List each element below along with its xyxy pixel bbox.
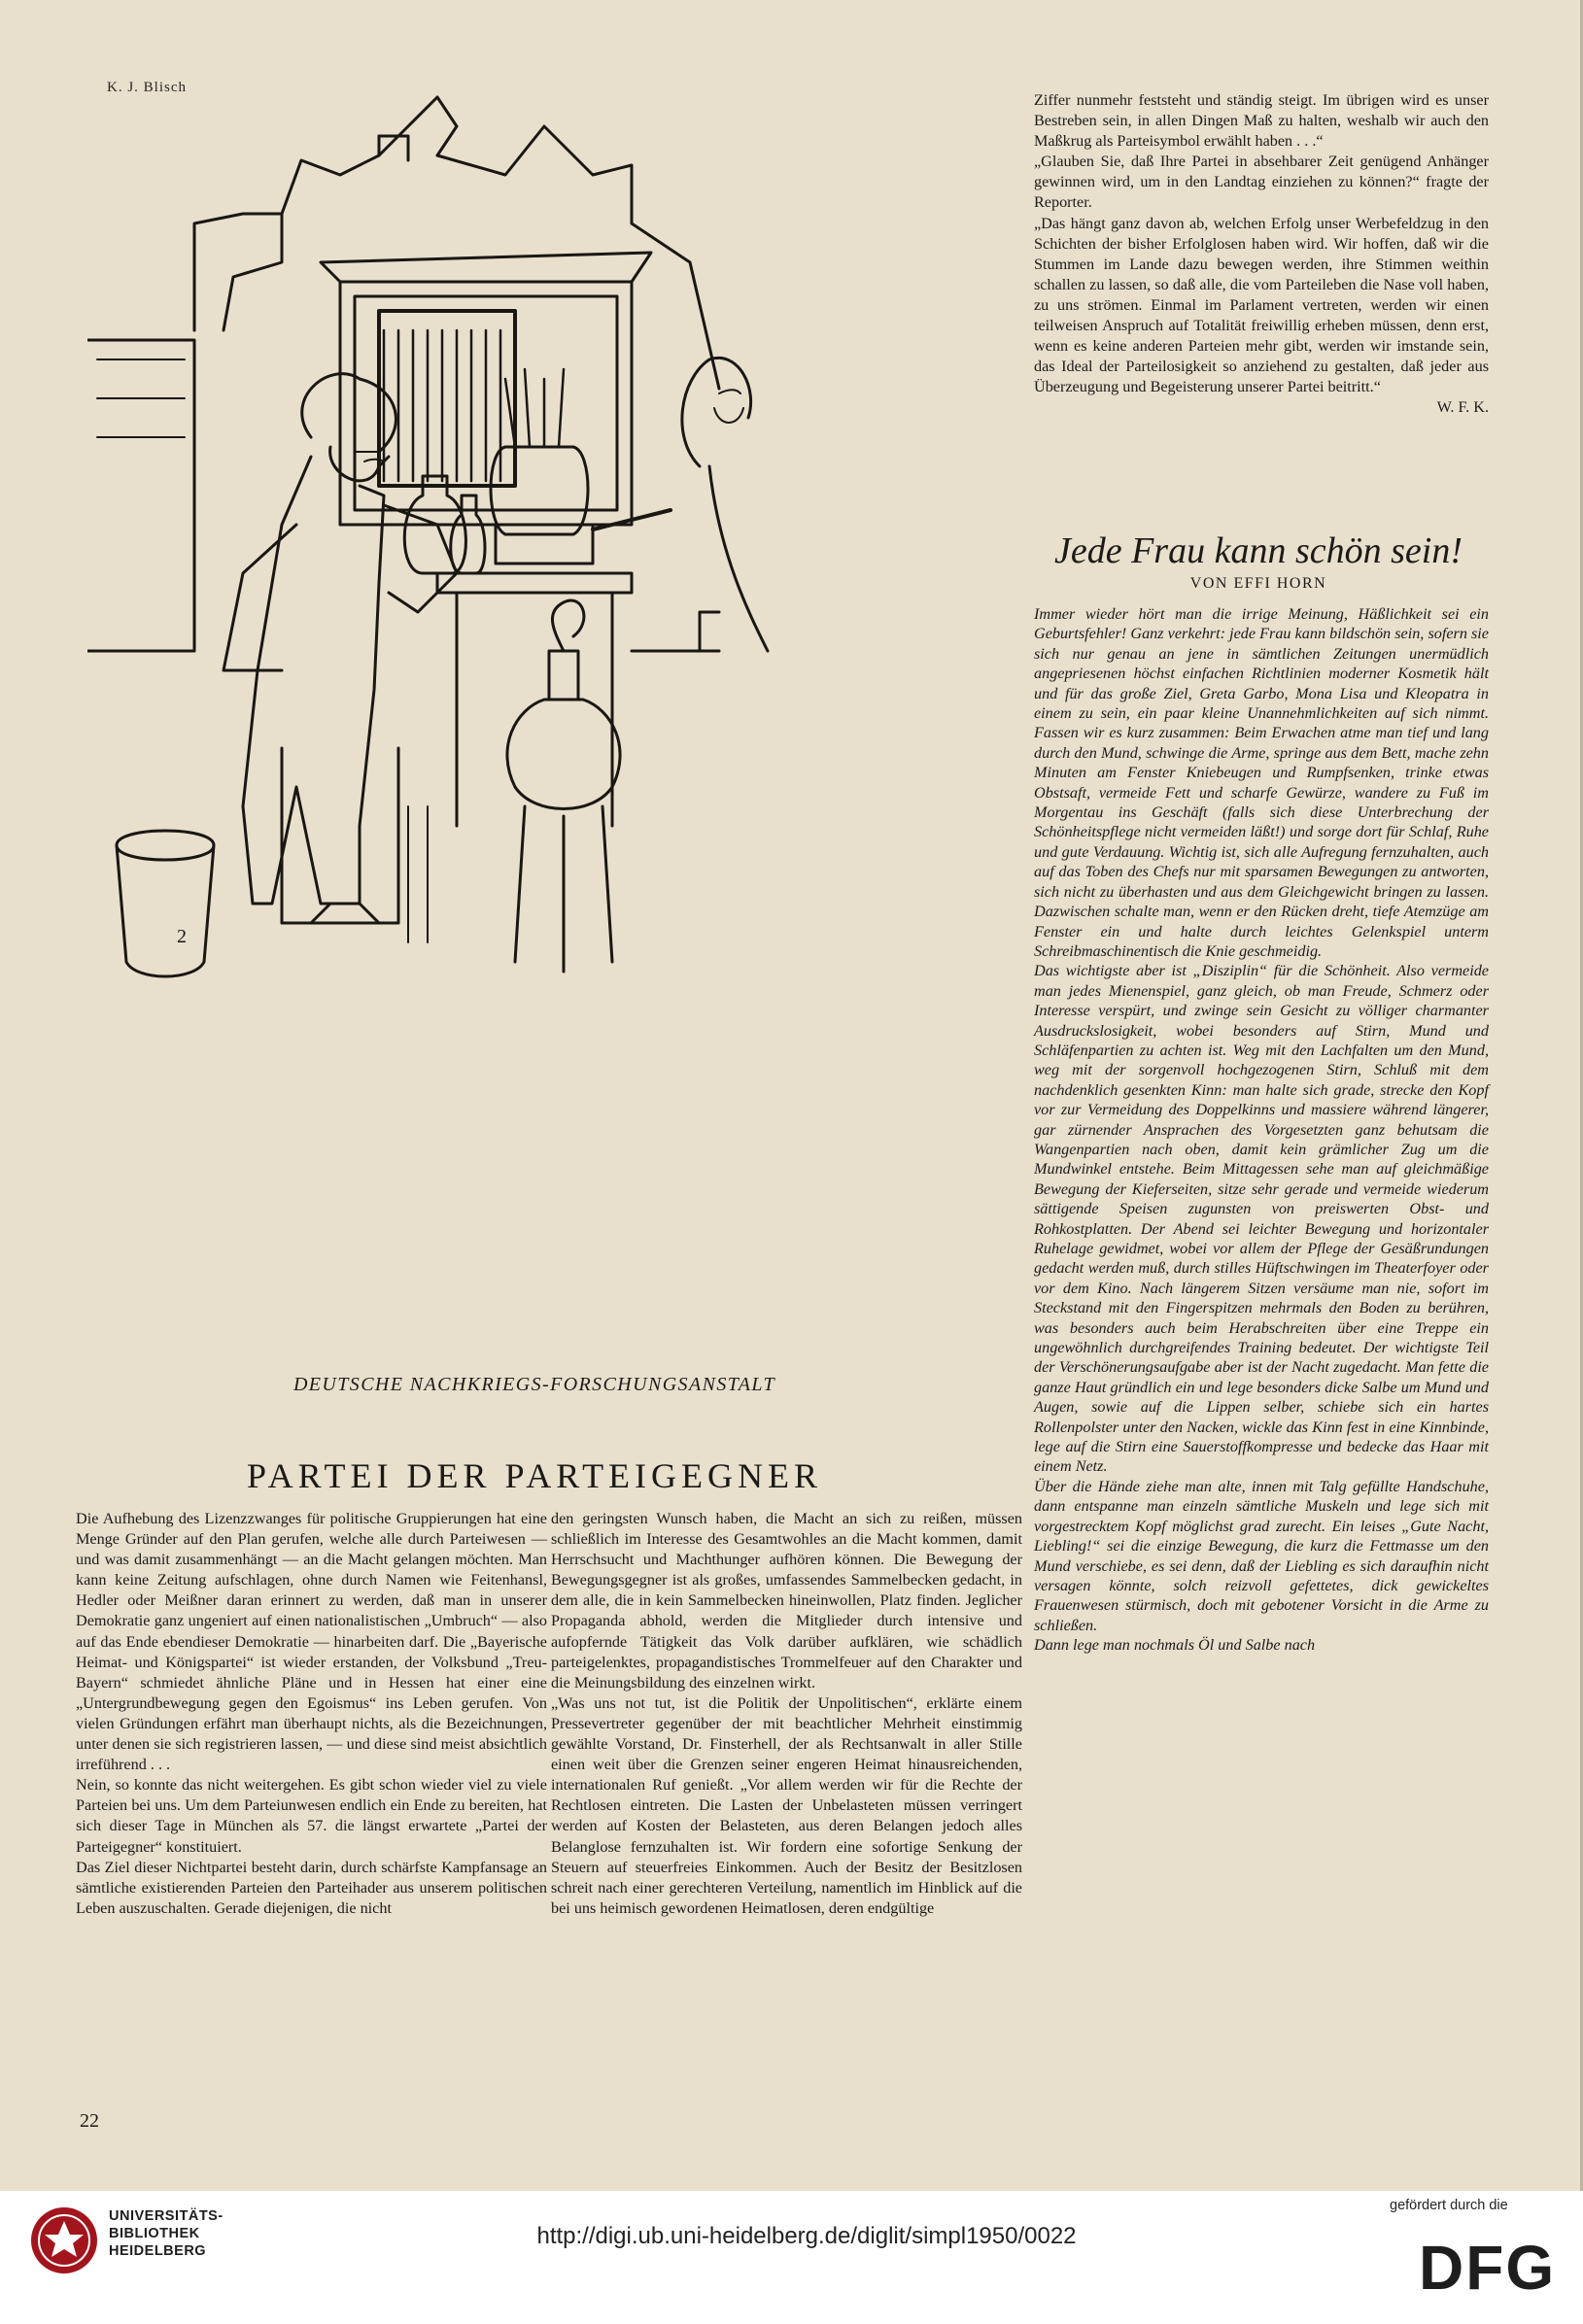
article1-paragraph: den geringsten Wunsch haben, die Macht an sich zu reißen, müssen schließlich im Interesse des Gesamtwohles an die Macht kommen, damit Herrschsucht und Machthunger aufhören können. Die Bewegung der Bewegungsgegner ist als großes, umfassendes Sammelbecken gedacht, in dem alle, die in kein Sammelbecken hineinwollen, Platz finden. Jeglicher Propaganda abhold, werden die Mitglieder durch intensive und aufopfernde Tätigkeit das Volk darüber aufklären, wie schädlich parteigelenktes, propagandistisches Trommelfeuer auf den Charakter und die Meinungsbildung des einzelnen wirkt.: [551, 1510, 1022, 1692]
article1-paragraph: Ziffer nunmehr feststeht und ständig steigt. Im übrigen wird es unser Bestreben sein, in allen Dingen Maß zu halten, weshalb wir auch den Maßkrug als Parteisymbol erwählt haben . . .“: [1034, 91, 1489, 151]
article1-paragraph: „Was uns not tut, ist die Politik der Unpolitischen“, erklärte einem Pressevertreter gegenüber der mit beachtlicher Mehrheit einstimmig gewählte Vorstand, Dr. Finsterhell, der als Rechtsanwalt in aller Stille einen weit über die Grenzen seiner engeren Heimat hinausreichenden, internationalen Ruf genießt. „Vor allem werden wir für die Rechte der Rechtlosen eintreten. Die Lasten der Unbelasteten müssen verringert werden auf Kosten der Belasteten, aus deren Belangen jedoch alles Belanglose fernzuhalten ist. Wir fordern eine sofortige Senkung der Steuern auf steuerfreies Einkommen. Auch der Besitz der Besitzlosen schreit nach einer gerechteren Verteilung, namentlich im Hinblick auf die bei uns heimisch gewordenen Heimatlosen, deren endgültige: [551, 1693, 1022, 1917]
article2-paragraph: Dann lege man nochmals Öl und Salbe nach: [1034, 1636, 1316, 1655]
article1-paragraph: „Das hängt ganz davon ab, welchen Erfolg unser Werbefeldzug in den Schichten der bisher Erfolglosen haben wird. Wir hoffen, daß wir die Stummen im Lande dazu bewegen werden, ihre Stimmen weithin schallen zu lassen, so daß alle, die vom Parteileben die Nase voll haben, zu uns strömen. Einmal im Parlament vertreten, werden wir einen teilweisen Anspruch auf Totalität freiwillig erheben müssen, denn erst, wenn es keine anderen Parteien mehr gibt, werden wir imstande sein, das Ideal der Parteilosigkeit so anziehend zu gestalten, daß jeder aus Überzeugung und Begeisterung unserer Partei beitritt.“: [1034, 214, 1489, 396]
article1-title: PARTEI DER PARTEIGEGNER: [246, 1456, 823, 1495]
article2-paragraph: Immer wieder hört man die irrige Meinung, Häßlichkeit sei ein Geburtsfehler! Ganz verkehrt: jede Frau kann bildschön sein, sofern sie sich nur genau an jene in sämtlichen Zeitungen unermüdlich angepriesenen höchst einfachen Richtlinien moderner Kosmetik hält und für das große Ziel, Greta Garbo, Mona Lisa und Kleopatra in einem zu sein, ein paar kleine Unannehmlichkeiten auf sich nimmt. Fassen wir es kurz zusammen: Beim Erwachen atme man tief und lang durch den Mund, schwinge die Arme, springe aus dem Bett, mache zehn Minuten am Fenster Kniebeugen und Rumpfsenken, trinke etwas Obstsaft, vermeide Fett und scharfe Gewürze, wandere zu Fuß im Morgentau ins Geschäft (falls sich diese Unterbrechung der Schönheitspflege nicht vermeiden läßt!) und sorge dort für Schlaf, Ruhe und gute Verdauung. Wichtig ist, sich alle Aufregung fernzuhalten, auch auf das Toben des Chefs nur mit sparsamen Bewegungen zu antworten, sich nicht zu überhasten und aus dem Gleichgewicht bringen zu lassen. Dazwischen schalte man, wenn er den Rücken dreht, tiefe Atemzüge am Fenster ein und halte durch leichtes Gelenkspiel unterm Schreibmaschinentisch die Knie geschmeidig.: [1034, 605, 1489, 960]
article2-column: [1034, 604, 1489, 1656]
university-seal-icon: [29, 2205, 99, 2275]
university-name-line: HEIDELBERG: [109, 2243, 207, 2259]
article1-signature: W. F. K.: [1436, 398, 1489, 417]
article1-paragraph: „Glauben Sie, daß Ihre Partei in absehbarer Zeit genügend Anhänger gewinnen wird, um in den Landtag einziehen zu können?“ fragte der Reporter.: [1034, 153, 1489, 212]
dfg-logo-text: DFG: [1419, 2233, 1557, 2303]
article1-column-right: [1034, 90, 1489, 419]
funding-label: gefördert durch die: [1390, 2198, 1508, 2213]
page-number: 22: [80, 2110, 99, 2132]
article1-paragraph: Nein, so konnte das nicht weitergehen. Es gibt schon wieder viel zu viele Parteien bei uns. Um dem Parteiunwesen endlich ein Ende zu bereiten, hat sich dieser Tage in München als 57. die längst erwartete „Partei der Parteigegner“ konstituiert.: [76, 1776, 547, 1856]
illustration-caption: DEUTSCHE NACHKRIEGS-FORSCHUNGSANSTALT: [293, 1374, 776, 1395]
university-name-line: BIBLIOTHEK: [109, 2226, 200, 2241]
digitization-footer: [0, 2191, 1583, 2324]
article2-byline: VON EFFI HORN: [1189, 575, 1327, 592]
university-name-line: UNIVERSITÄTS-: [109, 2208, 224, 2224]
illustrator-credit: K. J. Blisch: [107, 80, 188, 95]
article2-paragraph: Das wichtigste aber ist „Disziplin“ für die Schönheit. Also vermeide man jedes Mienenspiel, ganz gleich, ob man Freude, Schmerz oder Interesse verspürt, und zwinge sein Gesicht zu völliger charmanter Ausdruckslosigkeit, wobei besonders auf Stirn, Mund und Schläfenpartien zu achten ist. Weg mit den Lachfalten um den Mund, weg mit der sorgenvoll hochgezogenen Stirn, Schluß mit dem nachdenklich gesenkten Kinn: man halte sich grade, strecke den Kopf vor zur Vermeidung des Doppelkinns und massiere während längerer, gar zürnender Ansprachen des Vorgesetzten ganz behutsam die Wangenpartien nach oben, damit kein grämlicher Zug um die Mundwinkel entstehe. Beim Mittagessen sehe man auf gleichmäßige Bewegung der Kieferseiten, sitze sehr gerade und vermeide wiederum sättigende Speisen zugunsten von preiswerten Obst- und Rohkostplatten. Der Abend sei leichter Bewegung und horizontaler Ruhelage gewidmet, wobei vor allem der Pflege der Gesäßrundungen gedacht werden muß, durch stilles Hüftschwingen im Theaterfoyer oder vor dem Kino. Nach längerem Sitzen versäume man nie, sofort im Steckstand mit den Fingerspitzen mehrmals den Boden zu berühren, was besonders auch beim Herabschreiten über eine Treppe ein ungewöhnlich durchgreifendes Training bedeutet. Der wichtigste Teil der Verschönerungsaufgabe aber ist der Nacht zugedacht. Man fette die ganze Haut gründlich ein und lege besonders dicke Salbe um Mund und Augen, sowie auf die Lippen selber, schiebe sich ein hartes Rollenpolster unter den Nacken, wickle das Kinn fest in eine Kinnbinde, lege auf die Stirn eine Sauerstoffkompresse und bedecke das Haar mit einem Netz.: [1034, 962, 1489, 1476]
dfg-logo-icon[interactable]: [1409, 2225, 1565, 2303]
illustration-drawing: [87, 68, 1020, 1341]
article1-column-left: [76, 1509, 547, 1919]
article1-column-middle: [551, 1509, 1022, 1919]
university-library-name[interactable]: [109, 2207, 224, 2260]
lab-illustration: [87, 68, 1020, 1341]
article2-paragraph: Über die Hände ziehe man alte, innen mit Talg gefüllte Handschuhe, dann entspanne man einzeln sämtliche Muskeln und lege sich mit vorgestrecktem Kopf möglichst grad zurecht. Ein leises „Gute Nacht, Liebling!“ sei die einzige Bewegung, die kurz die Fettmasse um den Mund verschiebe, es sei denn, daß der Liebling es sich daraufhin nicht versagen könnte, solch reizvoll gefettetes, dick gewickeltes Frauenwesen stürmisch, doch mit gebotener Vorsicht in die Arme zu schließen.: [1034, 1477, 1489, 1634]
article2-title: Jede Frau kann schön sein!: [1054, 530, 1463, 571]
source-url-link[interactable]: http://digi.ub.uni-heidelberg.de/diglit/simpl1950/0022: [536, 2223, 1077, 2249]
illustration-number: 2: [177, 926, 187, 947]
article1-paragraph: Die Aufhebung des Lizenzzwanges für politische Gruppierungen hat eine Menge Gründer auf den Plan gerufen, welche alle durch Parteiwesen — und was damit zusammenhängt — an die Macht gelangen möchten. Man kann keine Zeitung aufschlagen, ohne durch Namen wie Feitenhansl, Hedler oder Meißner daran erinnert zu werden, daß man in unserer Demokratie ganz ungeniert auf einen nationalistischen „Umbruch“ — also auf das Ende ebendieser Demokratie — hinarbeiten darf. Die „Bayerische Heimat- und Königspartei“ ist wieder erstanden, der Volksbund „Treu-Bayern“ schmiedet ähnliche Pläne und in Hessen hat einer eine „Untergrundbewegung gegen den Egoismus“ ins Leben gerufen. Von vielen Gründungen erfährt man überhaupt nichts, als die Bezeichnungen, unter denen sie sich registrieren lassen, — und diese sind meist absichtlich irreführend . . .: [76, 1510, 547, 1774]
article1-paragraph: Das Ziel dieser Nichtpartei besteht darin, durch schärfste Kampfansage an sämtliche existierenden Parteien den Parteihader aus unserem politischen Leben auszuschalten. Gerade diejenigen, die nicht: [76, 1858, 547, 1917]
